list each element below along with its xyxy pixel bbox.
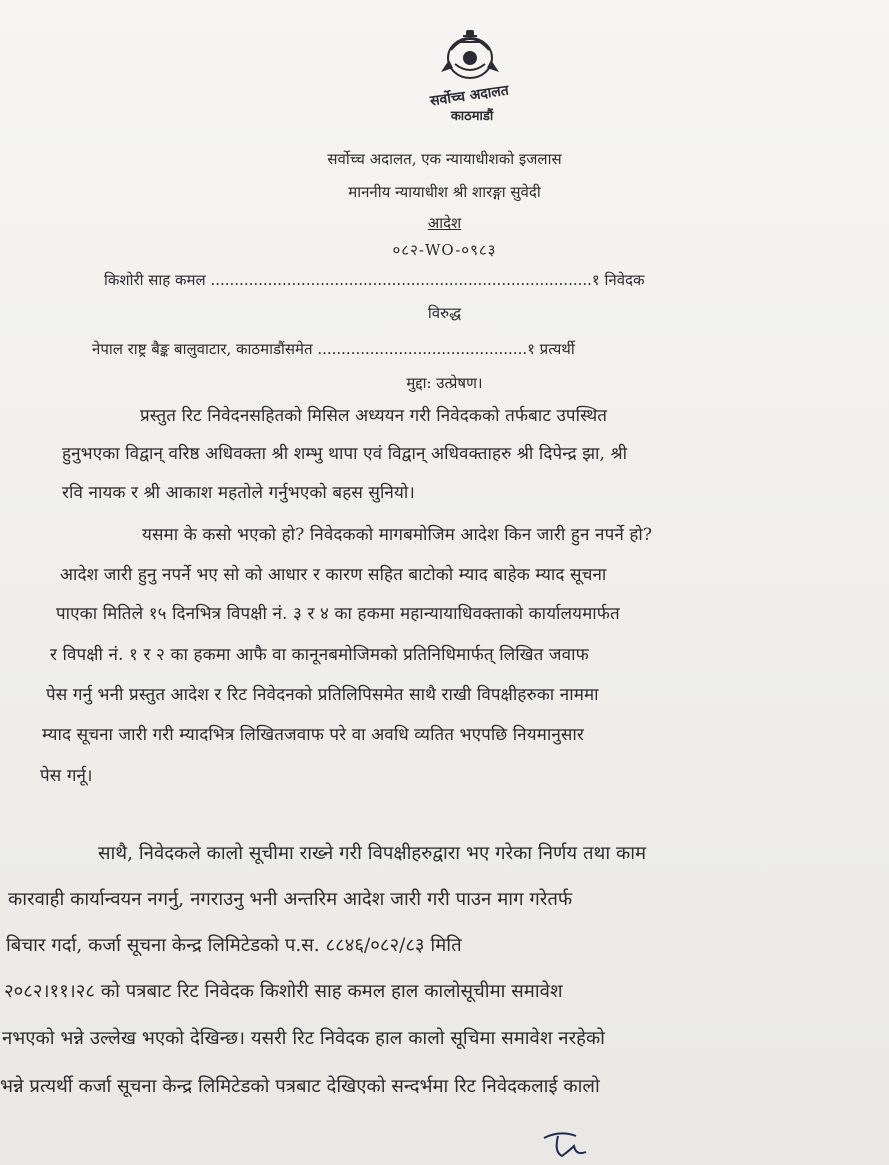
court-line: सर्वोच्च अदालत, एक न्यायाधीशको इजलास <box>327 150 562 168</box>
paragraph3-line: नभएको भन्ने उल्लेख भएको देखिन्छ। यसरी रिट निवेदक हाल कालो सूचिमा समावेश नरहेको <box>2 1028 605 1049</box>
paragraph1-line: प्रस्तुत रिट निवेदनसहितको मिसिल अध्ययन गरी निवेदकको तर्फबाट उपस्थित <box>140 406 608 426</box>
paragraph3-line: कारवाही कार्यान्वयन नगर्नु, नगराउनु भनी अन्तरिम आदेश जारी गरी पाउन माग गरेतर्फ <box>8 889 573 910</box>
petitioner-line: किशोरी साह कमल ................................................................................१ निवेदक <box>104 271 645 289</box>
paragraph2-line: आदेश जारी हुनु नपर्ने भए सो को आधार र कारण सहित बाटोको म्याद बाहेक म्याद सूचना <box>60 565 607 585</box>
paragraph3-line: बिचार गर्दा, कर्जा सूचना केन्द्र लिमिटेडको प.स. ८८४६/०८२/८३ मिति <box>6 935 462 956</box>
paragraph2-line: म्याद सूचना जारी गरी म्यादभित्र लिखितजवाफ परे वा अवधि व्यतित भएपछि नियमानुसार <box>42 725 584 745</box>
paragraph2-line: र विपक्षी नं. १ र २ का हकमा आफै वा कानूनबमोजिमको प्रतिनिधिमार्फत् लिखित जवाफ <box>50 645 589 665</box>
paragraph2-line: पेस गर्नु भनी प्रस्तुत आदेश र रिट निवेदनको प्रतिलिपिसमेत साथै राखी विपक्षीहरुका नाममा <box>46 685 599 705</box>
paragraph1-line: हुनुभएका विद्वान् वरिष्ठ अधिवक्ता श्री शम्भु थापा एवं विद्वान् अधिवक्ताहरु श्री दिपेन्द्र झा, श्री <box>62 444 628 464</box>
respondent-line: नेपाल राष्ट्र बैङ्क बालुवाटार, काठमाडौंसमेत ............................................१ प्रत्यर्थी <box>92 340 575 358</box>
seal-text-top: सर्वोच्च अदालत <box>429 82 510 110</box>
paragraph3-line: साथै, निवेदकले कालो सूचीमा राख्ने गरी विपक्षीहरुद्वारा भए गरेका निर्णय तथा काम <box>98 843 647 864</box>
order-title: आदेश <box>427 214 462 232</box>
paragraph2-line: पाएका मितिले १५ दिनभित्र विपक्षी नं. ३ र ४ का हकमा महान्यायाधिवक्ताको कार्यालयमार्फत <box>56 604 620 624</box>
paragraph3-line: २०८२।११।२८ को पत्रबाट रिट निवेदक किशोरी साह कमल हाल कालोसूचीमा समावेश <box>4 981 563 1002</box>
supreme-court-seal-icon <box>405 20 535 130</box>
paragraph3-line: भन्ने प्रत्यर्थी कर्जा सूचना केन्द्र लिमिटेडको पत्रबाट देखिएको सन्दर्भमा रिट निवेदकलाई कालो <box>0 1076 600 1097</box>
versus-label: विरुद्ध <box>427 304 462 322</box>
case-subject: मुद्दा: उत्प्रेषण। <box>406 374 483 392</box>
paragraph2-line: यसमा के कसो भएको हो? निवेदकको मागबमोजिम आदेश किन जारी हुन नपर्ने हो? <box>142 525 653 545</box>
seal-text-bottom: काठमाडौं <box>450 109 494 124</box>
paragraph1-line: रवि नायक र श्री आकाश महतोले गर्नुभएको बहस सुनियो। <box>62 483 415 503</box>
paragraph2-line: पेस गर्नू। <box>40 766 93 786</box>
handwritten-initial-icon <box>540 1128 600 1162</box>
case-number: ०८२-WO-०९८३ <box>392 241 497 259</box>
judge-line: माननीय न्यायाधीश श्री शारङ्गा सुवेदी <box>348 183 541 201</box>
